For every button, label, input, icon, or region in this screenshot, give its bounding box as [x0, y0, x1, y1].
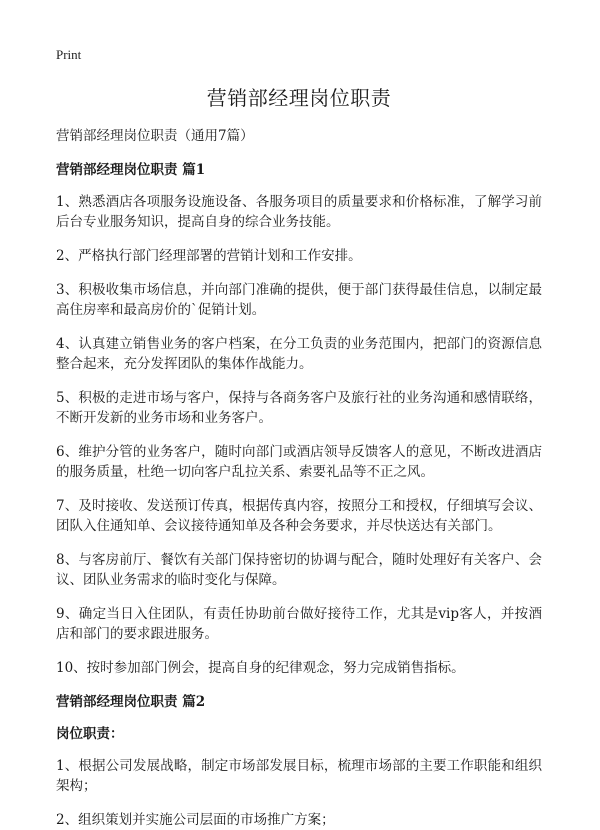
paragraph: 3、积极收集市场信息，并向部门准确的提供，便于部门获得最佳信息，以制定最高住房率和最高房价的`促销计划。 [56, 282, 542, 318]
paragraph: 1、根据公司发展战略，制定市场部发展目标，梳理市场部的主要工作职能和组织架构； [56, 758, 542, 794]
section-heading: 营销部经理岗位职责 篇1 [56, 162, 206, 178]
document-title: 营销部经理岗位职责 [206, 86, 392, 110]
paragraph: 2、严格执行部门经理部署的营销计划和工作安排。 [56, 248, 362, 264]
section-1 [56, 160, 542, 678]
paragraph: 8、与客房前厅、餐饮有关部门保持密切的协调与配合，随时处理好有关客户、会议、团队业务需求的临时变化与保障。 [56, 552, 542, 588]
section-subheading: 岗位职责： [56, 726, 124, 742]
print-link[interactable]: Print [56, 47, 82, 62]
paragraph: 6、维护分管的业务客户，随时向部门或酒店领导反馈客人的意见，不断改进酒店的服务质量，杜绝一切向客户乱拉关系、索要礼品等不正之风。 [56, 444, 542, 480]
section-heading: 营销部经理岗位职责 篇2 [56, 694, 206, 710]
paragraph: 7、及时接收、发送预订传真，根据传真内容，按照分工和授权，仔细填写会议、团队入住通知单、会议接待通知单及各种会务要求，并尽快送达有关部门。 [56, 498, 542, 534]
paragraph: 9、确定当日入住团队，有责任协助前台做好接待工作，尤其是vip客人，并按酒店和部门的要求跟进服务。 [56, 606, 542, 642]
paragraph: 5、积极的走进市场与客户，保持与各商务客户及旅行社的业务沟通和感情联络，不断开发新的业务市场和业务客户。 [56, 390, 542, 426]
paragraph: 4、认真建立销售业务的客户档案，在分工负责的业务范围内，把部门的资源信息整合起来，充分发挥团队的集体作战能力。 [56, 336, 542, 372]
paragraph: 1、熟悉酒店各项服务设施设备、各服务项目的质量要求和价格标准，了解学习前后台专业服务知识，提高自身的综合业务技能。 [56, 194, 542, 230]
document-subtitle: 营销部经理岗位职责（通用7篇） [56, 128, 254, 144]
paragraph: 2、组织策划并实施公司层面的市场推广方案； [56, 812, 335, 828]
section-2 [56, 692, 542, 830]
paragraph: 10、按时参加部门例会，提高自身的纪律观念，努力完成销售指标。 [56, 660, 465, 676]
